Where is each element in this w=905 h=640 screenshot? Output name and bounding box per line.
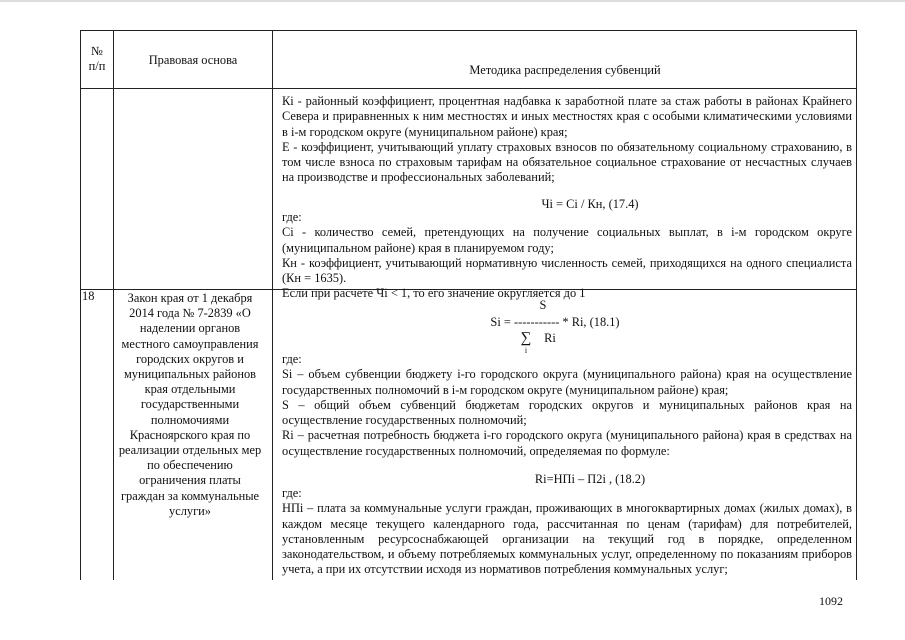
formula-18-1-index: i bbox=[524, 346, 528, 355]
column-divider-2 bbox=[272, 30, 273, 580]
para-ri: Ri – расчетная потребность бюджета i-го городского округа (муниципального района) края в средствах на осуществление государственных полномочий, определяемая по формуле: bbox=[282, 428, 852, 458]
table-left-border bbox=[80, 30, 81, 580]
formula-18-1: Si = ----------- * Ri, (18.1) bbox=[490, 315, 620, 329]
row-number-18: 18 bbox=[82, 289, 95, 303]
para-e: Е - коэффициент, учитывающий уплату страховых взносов по обязательному социальному страхованию, в том числе взноса по страховым тарифам на обязательное социальное страхование от несчастных случаев на производстве и профессиональных заболеваний; bbox=[282, 139, 852, 185]
where-label-3: где: bbox=[282, 486, 302, 500]
para-np: НПi – плата за коммунальные услуги граждан, проживающих в многоквартирных домах (жилых домах), в каждом месяце текущего календарного года, рассчитанная по ценам (тарифам) для потребителей, установленным ресурсоснабжающей организации на текущий год в порядке, определенном законодательством, и объему потребляемых коммунальных услуг, определенному по показаниям приборов учета, а при их отсутствии исходя из нормативов потребления коммунальных услуг; bbox=[282, 501, 852, 577]
para-round: Если при расчете Чi < 1, то его значение округляется до 1 bbox=[282, 286, 586, 301]
header-col-method: Методика распределения субвенций bbox=[469, 63, 661, 77]
where-label-2: где: bbox=[282, 352, 302, 366]
column-divider-1 bbox=[113, 30, 114, 580]
row18-method-text bbox=[282, 352, 852, 459]
formula-18-1-sigma: ∑ bbox=[520, 330, 532, 346]
header-number-abbrev: п/п bbox=[88, 59, 106, 73]
header-bottom-border bbox=[80, 88, 857, 89]
row18-method-text-2 bbox=[282, 486, 852, 578]
para-ki: Кі - районный коэффициент, процентная надбавка к заработной плате за стаж работы в районах Крайнего Севера и приравненных к ним местностях и иных местностях края с особыми климатическими условиями в i-м городском округе (муниципальном районе) края; bbox=[282, 94, 852, 139]
formula-18-1-numerator: S bbox=[539, 298, 547, 312]
header-col-number bbox=[82, 44, 112, 74]
para-kn: Кн - коэффициент, учитывающий нормативную численность семей, приходящихся на одного специалиста (Кн = 1635). bbox=[282, 255, 852, 286]
legal-basis-text: Закон края от 1 декабря 2014 года № 7-2839 «О наделении органов местного самоуправления городских округов и муниципальных районов края отдельными государственными полномочиями Красноярского края по реализации отдельных мер по обеспечению ограничения платы граждан за коммунальные услуги» bbox=[118, 291, 262, 518]
formula-18-2: Ri=НПi – П2i , (18.2) bbox=[534, 472, 646, 486]
page-number: 1092 bbox=[819, 594, 843, 608]
scan-edge bbox=[0, 0, 905, 2]
formula-17-4: Чi = Сi / Кн, (17.4) bbox=[541, 197, 639, 211]
header-number-sign: № bbox=[91, 44, 103, 58]
where-label: где: bbox=[282, 210, 302, 224]
prev-row-method-text bbox=[282, 94, 852, 186]
para-s: S – общий объем субвенций бюджетам городских округов и муниципальных районов края на осуществление государственных полномочий; bbox=[282, 397, 852, 428]
para-si: Si – объем субвенции бюджету i-го городского округа (муниципального района) края на осуществление государственных полномочий в i-м городском округе (муниципальном районе) края; bbox=[282, 367, 852, 397]
prev-row-method-text-2 bbox=[282, 210, 852, 302]
header-col-legal-basis: Правовая основа bbox=[148, 53, 238, 67]
formula-18-1-denominator: Ri bbox=[544, 331, 556, 345]
para-ci: Сi - количество семей, претендующих на получение социальных выплат, в i-м городском округе (муниципальном районе) края в планируемом году; bbox=[282, 225, 852, 255]
table-top-border bbox=[80, 30, 857, 31]
table-right-border bbox=[856, 30, 857, 580]
